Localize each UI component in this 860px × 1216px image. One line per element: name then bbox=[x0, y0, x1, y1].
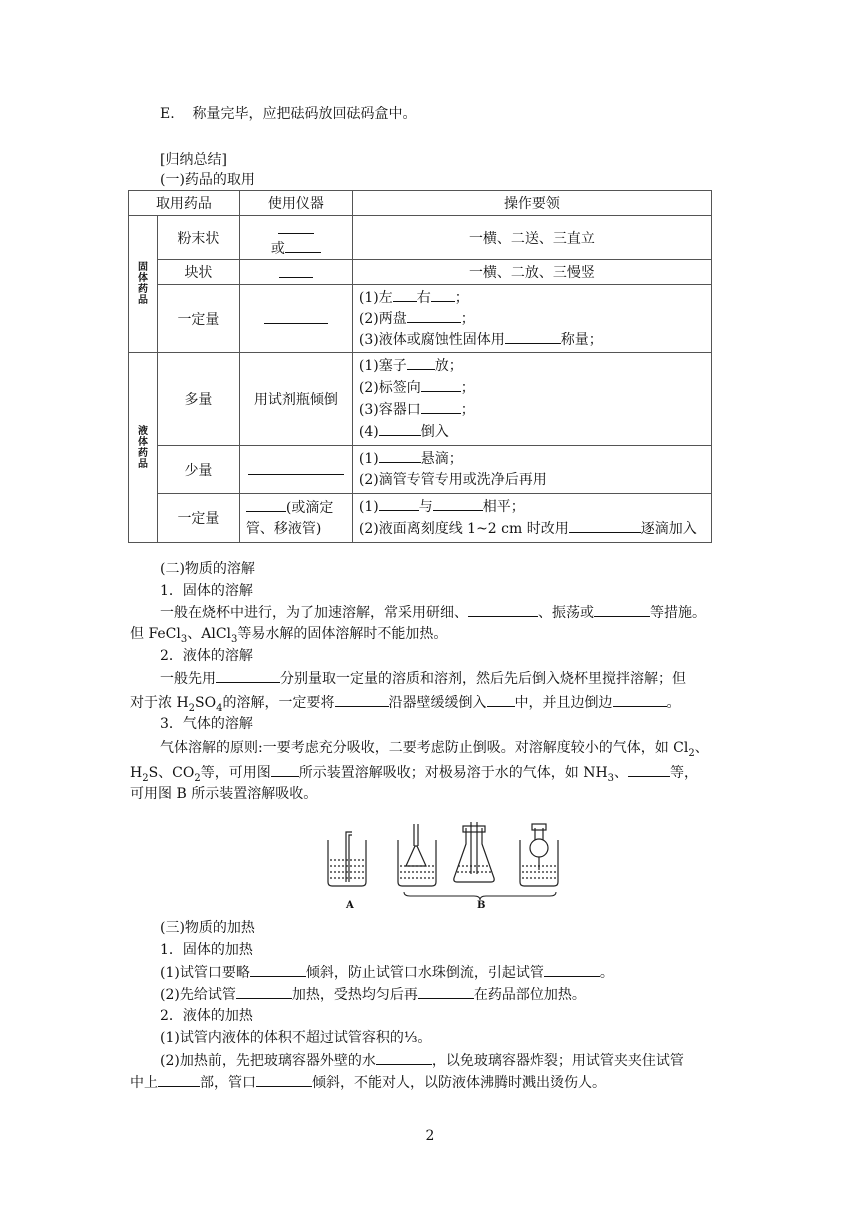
figure-label-a: A bbox=[346, 900, 354, 911]
section-2 bbox=[160, 558, 720, 602]
solid-dissolve-line1: 一般在烧杯中进行，为了加速溶解，常采用研细、 、振荡或 等措施。 bbox=[160, 602, 706, 623]
blank bbox=[248, 460, 344, 475]
cell-type: 一定量 bbox=[158, 494, 240, 543]
cell-type: 块状 bbox=[158, 260, 240, 285]
cell-operation: (1)左 右 ； (2)两盘 ； (3)液体或腐蚀性固体用 称量； bbox=[352, 285, 711, 353]
solid-heating-line1: (1)试管口要略 倾斜，防止试管口水珠倒流，引起试管 。 bbox=[160, 962, 614, 983]
solid-dissolve-line2: 但 FeCl$_3$、AlCl$_3$等易水解的固体溶解时不能加热。 bbox=[130, 626, 448, 645]
cell-type: 少量 bbox=[158, 446, 240, 494]
section-2-title: (二)物质的溶解 bbox=[160, 561, 255, 577]
table-row bbox=[129, 260, 712, 285]
solid-group-label: 固体药品 bbox=[138, 262, 148, 306]
beaker-a bbox=[328, 832, 366, 886]
cell-instrument bbox=[239, 285, 352, 353]
cell-type: 一定量 bbox=[158, 285, 240, 353]
liquid-heating-line3: 中上 部，管口 倾斜，不能对人，以防液体沸腾时溅出烫伤人。 bbox=[130, 1072, 606, 1093]
cell-instrument bbox=[239, 446, 352, 494]
cell-operation: (1) 与 相平； (2)液面离刻度线 1~2 cm 时改用 逐滴加入 bbox=[352, 494, 711, 543]
gas-absorption-figure bbox=[320, 822, 560, 906]
solid-dissolve-title: 1．固体的溶解 bbox=[160, 583, 253, 599]
figure-label-b: B bbox=[477, 900, 486, 911]
cell-instrument: (或滴定 管、移液管) bbox=[239, 494, 352, 543]
liquid-group-label: 液体药品 bbox=[138, 425, 148, 470]
blank bbox=[278, 219, 314, 234]
cell-operation: 一横、二放、三慢竖 bbox=[352, 260, 711, 285]
section-3-title: (三)物质的加热 bbox=[160, 920, 255, 936]
gas-dissolve-title: 3．气体的溶解 bbox=[160, 716, 253, 732]
blank bbox=[279, 263, 313, 278]
liquid-dissolve-title: 2．液体的溶解 bbox=[160, 648, 253, 664]
gas-dissolve-line1: 气体溶解的原则:一要考虑充分吸收，二要考虑防止倒吸。对溶解度较小的气体，如 $Cl_2$、 bbox=[160, 740, 709, 759]
table-header: 使用仪器 bbox=[239, 191, 352, 216]
page-number: 2 bbox=[425, 1128, 435, 1144]
beaker-b-bulb bbox=[520, 824, 558, 886]
gas-dissolve-line3: 可用图 B 所示装置溶解吸收。 bbox=[130, 786, 318, 802]
liquid-group-cell bbox=[129, 353, 158, 543]
liquid-dissolve-line1: 一般先用 分别量取一定量的溶质和溶剂，然后先后倒入烧杯里搅拌溶解；但 bbox=[160, 668, 686, 689]
summary-title: [归纳总结] bbox=[160, 152, 227, 168]
gas-dissolve-line2: $H_2S$、$CO_2$等，可用图 所示装置溶解吸收；对极易溶于水的气体，如 $NH_3$、 等， bbox=[130, 762, 698, 783]
table-row bbox=[129, 446, 712, 494]
flask bbox=[454, 822, 494, 882]
liquid-heating-line1: (1)试管内液体的体积不超过试管容积的⅓。 bbox=[160, 1030, 432, 1046]
table-row bbox=[129, 216, 712, 260]
cell-operation: (1)塞子 放； (2)标签向 ； (3)容器口 ； (4) 倒入 bbox=[352, 353, 711, 446]
item-e bbox=[160, 104, 416, 124]
item-e-label: E. bbox=[160, 106, 175, 122]
liquid-dissolve-line2: 对于浓 $H_2SO_4$的溶解，一定要将 沿器壁缓缓倒入 中，并且边倒边 。 bbox=[130, 692, 681, 713]
table-header-row bbox=[129, 191, 712, 216]
table-row bbox=[129, 494, 712, 543]
blank bbox=[264, 309, 328, 324]
table-row bbox=[129, 353, 712, 446]
table-row bbox=[129, 285, 712, 353]
cell-operation: 一横、二送、三直立 bbox=[352, 216, 711, 260]
liquid-heating-title: 2．液体的加热 bbox=[160, 1008, 253, 1024]
table-header: 操作要领 bbox=[352, 191, 711, 216]
cell-instrument: 用试剂瓶倾倒 bbox=[239, 353, 352, 446]
blank bbox=[285, 238, 321, 253]
section-1-title: (一)药品的取用 bbox=[160, 172, 255, 188]
cell-instrument bbox=[239, 260, 352, 285]
table-header: 取用药品 bbox=[129, 191, 240, 216]
cell-instrument bbox=[239, 216, 352, 260]
solid-heating-title: 1．固体的加热 bbox=[160, 942, 253, 958]
liquid-heating-line2: (2)加热前，先把玻璃容器外壁的水 ，以免玻璃容器炸裂；用试管夹夹住试管 bbox=[160, 1050, 684, 1071]
beaker-b-funnel bbox=[398, 824, 436, 886]
item-e-text: 称量完毕，应把砝码放回砝码盒中。 bbox=[192, 106, 417, 122]
reagent-table bbox=[128, 190, 712, 543]
cell-type: 多量 bbox=[158, 353, 240, 446]
cell-operation: (1) 悬滴； (2)滴管专管专用或洗净后再用 bbox=[352, 446, 711, 494]
cell-type: 粉末状 bbox=[158, 216, 240, 260]
solid-heating-line2: (2)先给试管 加热，受热均匀后再 在药品部位加热。 bbox=[160, 984, 586, 1005]
or-text: 或 bbox=[270, 240, 285, 257]
solid-group-cell bbox=[129, 216, 158, 353]
